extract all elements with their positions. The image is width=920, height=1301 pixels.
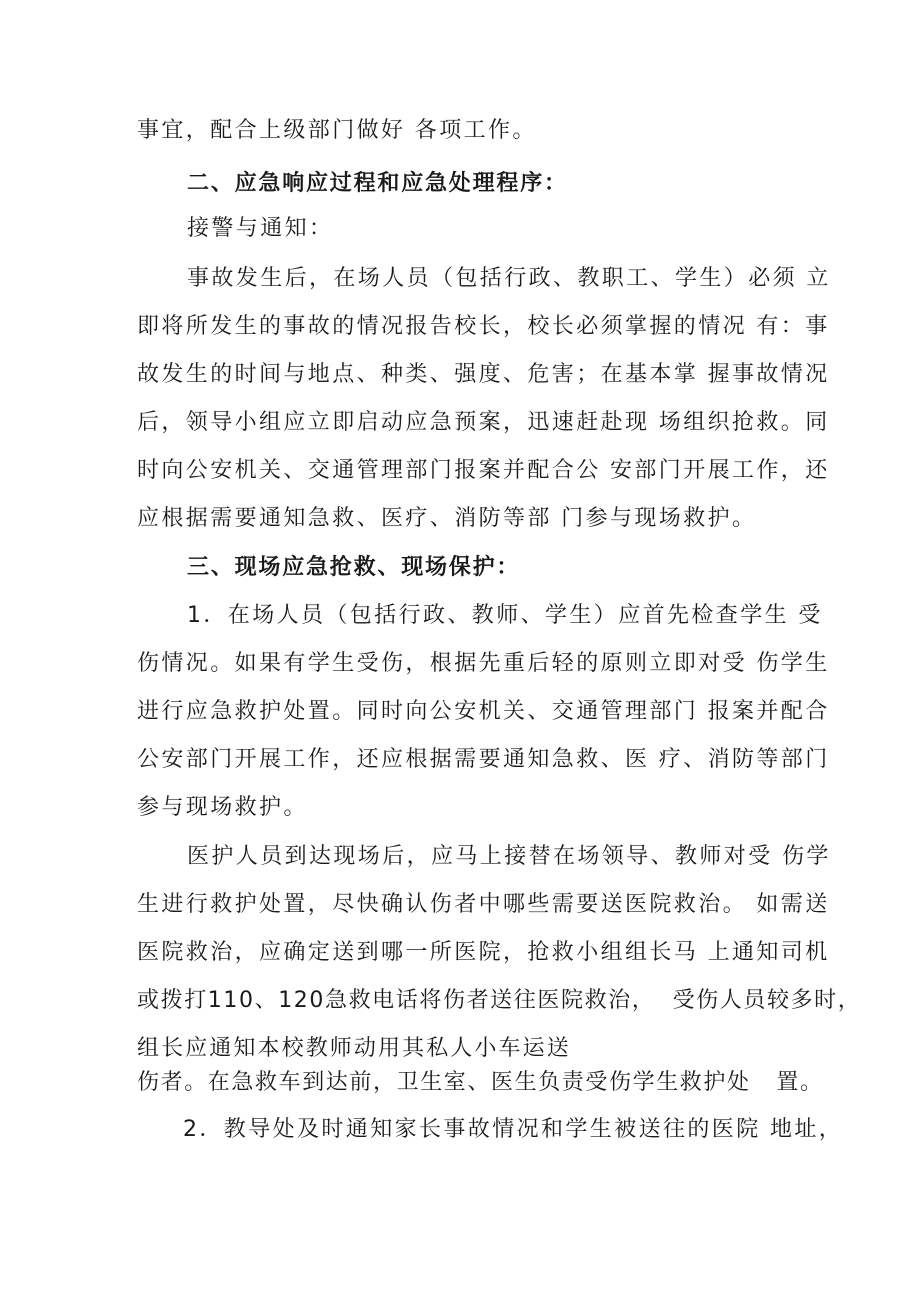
paragraph-line: 1．在场人员（包括行政、教师、学生）应首先检查学生 受 xyxy=(187,603,823,628)
paragraph-line: 故发生的时间与地点、种类、强度、危害；在基本掌 握事故情况 xyxy=(137,362,830,387)
subheading: 接警与通知： xyxy=(187,216,334,241)
paragraph-line: 生进行救护处置，尽快确认伤者中哪些需要送医院救治。 如需送 xyxy=(137,892,830,917)
paragraph-line: 时向公安机关、交通管理部门报案并配合公 安部门开展工作，还 xyxy=(137,458,830,483)
paragraph-line: 组长应通知本校教师动用其私人小车运送 xyxy=(137,1036,571,1061)
paragraph-line: 医护人员到达现场后，应马上接替在场领导、教师对受 伤学 xyxy=(187,844,831,869)
paragraph-line: 伤者。在急救车到达前，卫生室、医生负责受伤学生救护处 置。 xyxy=(137,1070,824,1095)
paragraph-line: 2．教导处及时通知家长事故情况和学生被送往的医院 地址， xyxy=(183,1117,844,1142)
paragraph-line: 进行应急救护处置。同时向公安机关、交通管理部门 报案并配合 xyxy=(137,699,830,724)
paragraph-line: 即将所发生的事故的情况报告校长，校长必须掌握的情况 有：事 xyxy=(137,314,830,339)
paragraph-line: 后，领导小组应立即启动应急预案，迅速赶赴现 场组织抢救。同 xyxy=(137,410,830,435)
section-heading: 二、应急响应过程和应急处理程序： xyxy=(187,171,568,196)
paragraph-line: 医院救治，应确定送到哪一所医院，抢救小组组长马 上通知司机 xyxy=(137,940,830,965)
paragraph-line: 事故发生后，在场人员（包括行政、教职工、学生）必须 立 xyxy=(187,266,831,291)
paragraph-line: 公安部门开展工作，还应根据需要通知急救、医 疗、消防等部门 xyxy=(137,747,830,772)
section-heading: 三、现场应急抢救、现场保护： xyxy=(187,555,521,580)
paragraph-line: 伤情况。如果有学生受伤，根据先重后轻的原则立即对受 伤学生 xyxy=(137,651,830,676)
paragraph-line: 或拨打110、120急救电话将伤者送往医院救治， 受伤人员较多时， xyxy=(137,988,862,1013)
paragraph-line: 事宜，配合上级部门做好 各项工作。 xyxy=(137,118,537,143)
paragraph-line: 应根据需要通知急救、医疗、消防等部 门参与现场救护。 xyxy=(137,506,757,531)
paragraph-line: 参与现场救护。 xyxy=(137,795,308,820)
